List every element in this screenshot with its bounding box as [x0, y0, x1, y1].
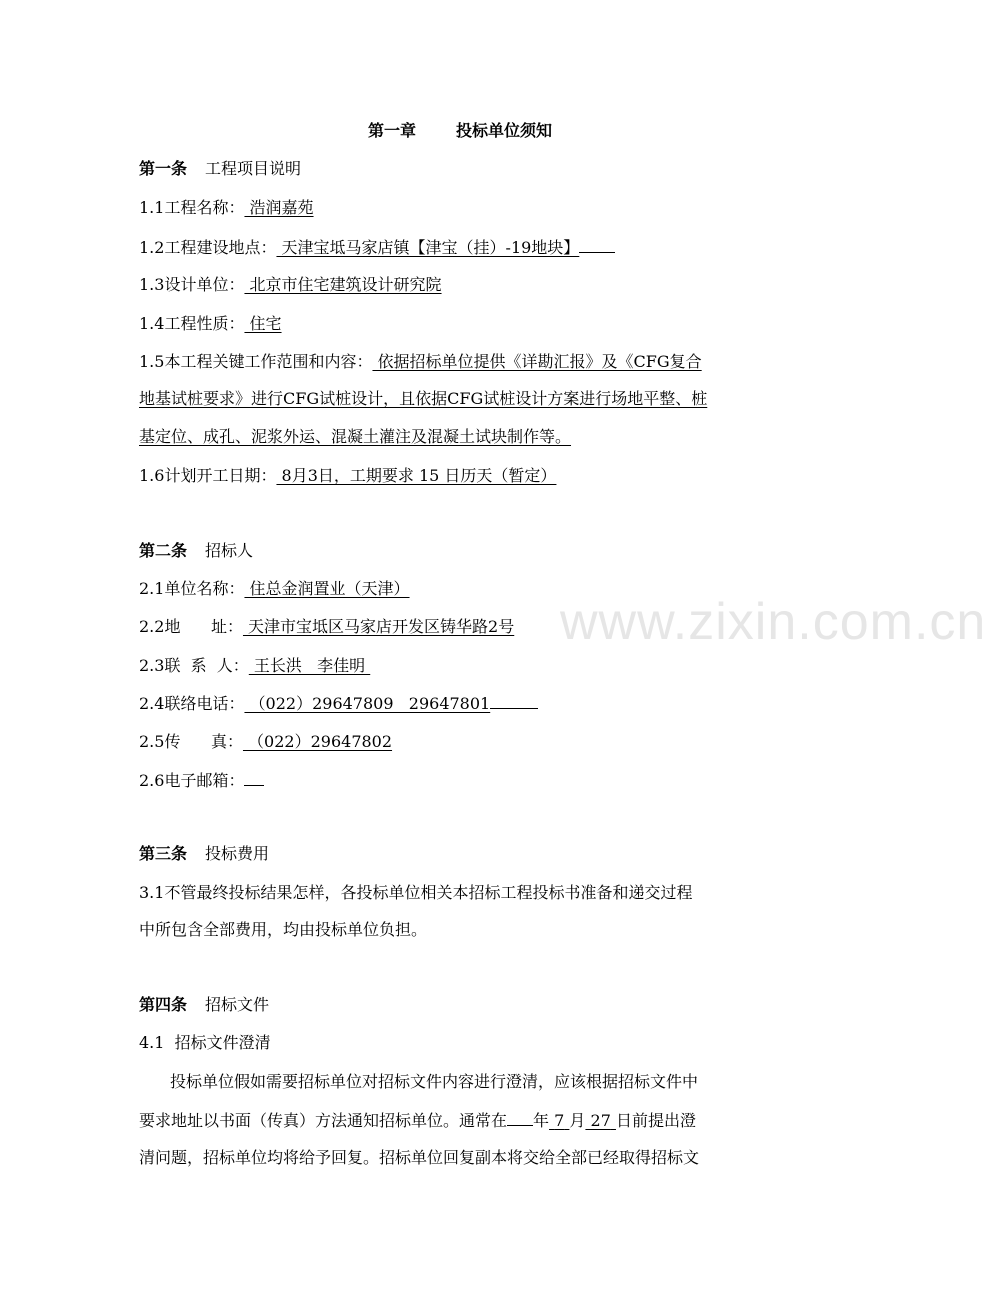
scope-value-2: 地基试桩要求》进行CFG试桩设计，且依据CFG试桩设计方案进行场地平整、桩	[139, 389, 708, 408]
watermark: www.zixin.com.cn	[560, 593, 986, 651]
cost-paragraph-line-1: 3.1不管最终投标结果怎样，各投标单位相关本招标工程投标书准备和递交过程	[139, 883, 693, 902]
year-label: 年	[533, 1111, 550, 1130]
month-number: 7	[554, 1111, 565, 1130]
email-blank	[244, 769, 264, 786]
clarification-text-b: 日前提出澄	[615, 1111, 696, 1130]
start-date-line	[139, 465, 556, 487]
design-unit-label: 1.3设计单位：	[139, 275, 245, 294]
site-location-blank	[579, 236, 615, 253]
scope-line-3	[139, 426, 571, 448]
article-4-number: 第四条	[139, 995, 188, 1014]
address-label: 2.2地 址：	[139, 617, 243, 636]
phone-label: 2.4联络电话：	[139, 694, 245, 713]
project-nature-label: 1.4工程性质：	[139, 314, 245, 333]
scope-label: 1.5本工程关键工作范围和内容：	[139, 352, 373, 371]
design-unit-line	[139, 274, 442, 296]
fax-line	[139, 731, 392, 753]
project-name-label: 1.1工程名称：	[139, 198, 245, 217]
fax-value: （022）29647802	[242, 732, 393, 751]
year-blank	[507, 1109, 533, 1126]
site-location-value: 天津宝坻马家店镇【津宝（挂）-19地块】	[276, 238, 580, 257]
start-date-value: 8月3日，工期要求 15 日历天（暂定）	[276, 466, 557, 485]
article-2-number: 第二条	[139, 541, 188, 560]
scope-line-1	[139, 351, 702, 373]
fax-label: 2.5传 真：	[139, 732, 243, 751]
article-1-heading	[139, 158, 301, 180]
unit-name-value: 住总金润置业（天津）	[244, 579, 410, 598]
article-1-number: 第一条	[139, 159, 188, 178]
chapter-name: 投标单位须知	[456, 121, 553, 140]
clarification-line-1: 投标单位假如需要招标单位对招标文件内容进行澄清，应该根据招标文件中	[170, 1072, 699, 1091]
contact-label: 2.3联 系 人：	[139, 656, 249, 675]
clarification-subheading: 4.1 招标文件澄清	[139, 1033, 271, 1052]
clarification-line-3: 清问题，招标单位均将给予回复。招标单位回复副本将交给全部已经取得招标文	[139, 1148, 700, 1167]
project-name-value: 浩润嘉苑	[244, 198, 314, 217]
scope-line-2	[139, 388, 707, 410]
design-unit-value: 北京市住宅建筑设计研究院	[244, 275, 442, 294]
month-value	[549, 1111, 569, 1130]
cost-paragraph-line-2: 中所包含全部费用，均由投标单位负担。	[139, 920, 428, 939]
project-name-line	[139, 197, 314, 219]
clarification-line-2	[139, 1109, 696, 1132]
chapter-title	[0, 120, 920, 142]
start-date-label: 1.6计划开工日期：	[139, 466, 277, 485]
site-location-line	[139, 236, 615, 259]
article-3-title: 投标费用	[205, 844, 270, 863]
article-2-title: 招标人	[205, 541, 254, 560]
site-location-label: 1.2工程建设地点：	[139, 238, 277, 257]
article-3-heading	[139, 843, 269, 865]
phone-value: （022）29647809 29647801	[244, 694, 491, 713]
address-line	[139, 616, 514, 638]
unit-name-line	[139, 578, 410, 600]
article-4-title: 招标文件	[205, 995, 270, 1014]
scope-value-3: 基定位、成孔、泥浆外运、混凝土灌注及混凝土试块制作等。	[139, 427, 572, 446]
scope-value-1: 依据招标单位提供《详勘汇报》及《CFG复合	[372, 352, 702, 371]
address-value: 天津市宝坻区马家店开发区铸华路2号	[242, 617, 515, 636]
project-nature-line	[139, 313, 282, 335]
clarification-text-a: 要求地址以书面（传真）方法通知招标单位。通常在	[139, 1111, 508, 1130]
phone-line	[139, 692, 538, 715]
phone-blank	[490, 692, 538, 709]
email-line	[139, 769, 264, 792]
unit-name-label: 2.1单位名称：	[139, 579, 245, 598]
article-1-title: 工程项目说明	[205, 159, 302, 178]
month-label: 月	[569, 1111, 586, 1130]
chapter-number: 第一章	[367, 121, 416, 140]
contact-value: 王长洪 李佳明	[248, 656, 371, 675]
project-nature-value: 住宅	[244, 314, 282, 333]
contact-line	[139, 655, 370, 677]
article-2-heading	[139, 540, 253, 562]
day-number: 27	[590, 1111, 611, 1130]
article-3-number: 第三条	[139, 844, 188, 863]
day-value	[585, 1111, 616, 1130]
article-4-heading	[139, 994, 269, 1016]
email-label: 2.6电子邮箱：	[139, 771, 245, 790]
